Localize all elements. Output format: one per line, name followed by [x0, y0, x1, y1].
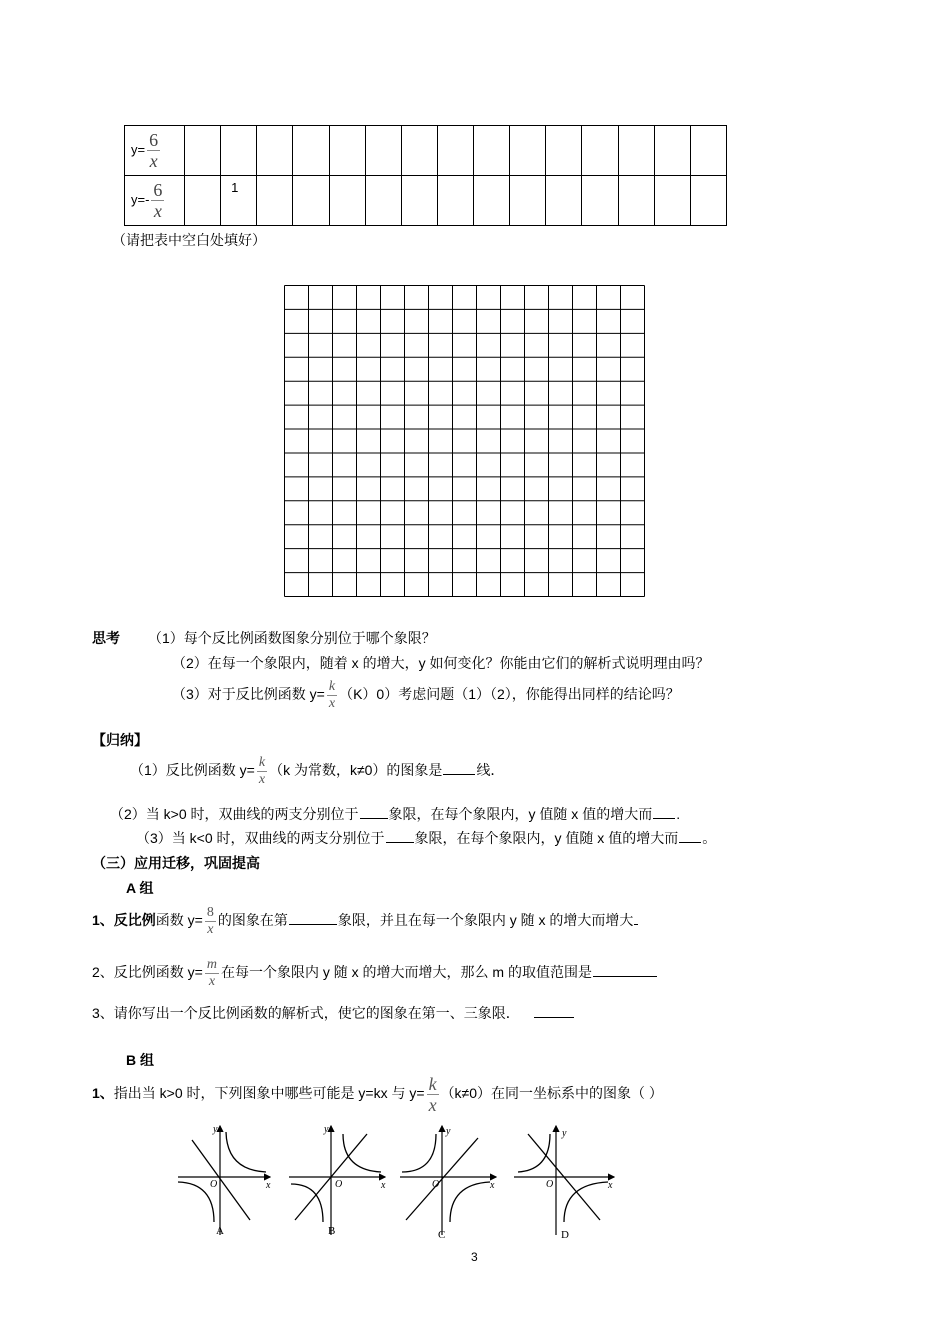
- row-label-y-neg-6-over-x: y=- $\frac{6}{x}$: [125, 176, 185, 226]
- table-cell[interactable]: [582, 126, 618, 176]
- table-cell[interactable]: [474, 126, 510, 176]
- y-axis-label: y: [446, 1126, 451, 1137]
- think-question-3: （3）对于反比例函数 y= $\frac{k}{x}$ （K）0）考虑问题（1）（2），你能得出同样的结论吗？: [172, 679, 680, 711]
- x-axis-label: x: [381, 1180, 386, 1191]
- y-axis-label: y: [324, 1124, 329, 1135]
- answer-blank[interactable]: [386, 841, 414, 843]
- table-cell[interactable]: [185, 176, 221, 226]
- origin-label: O: [432, 1179, 440, 1190]
- table-cell[interactable]: [546, 176, 582, 226]
- page-number: 3: [471, 1250, 478, 1264]
- y-axis-label: y: [213, 1124, 218, 1135]
- table-cell[interactable]: [401, 126, 437, 176]
- answer-blank[interactable]: [360, 817, 388, 819]
- table-cell[interactable]: [401, 176, 437, 226]
- graph-option-d[interactable]: [514, 1126, 614, 1241]
- table-cell[interactable]: [618, 126, 654, 176]
- answer-blank[interactable]: [443, 773, 475, 775]
- table-cell[interactable]: [690, 126, 726, 176]
- x-axis-label: x: [608, 1180, 613, 1191]
- table-cell[interactable]: [582, 176, 618, 226]
- origin-label: O: [210, 1179, 218, 1190]
- think-question-1: （1）每个反比例函数图象分别位于哪个象限？: [148, 630, 436, 646]
- table-row: [125, 176, 727, 226]
- graph-option-c[interactable]: [400, 1126, 496, 1241]
- table-cell[interactable]: [654, 176, 690, 226]
- graph-option-b[interactable]: [289, 1124, 386, 1237]
- y-axis-label: y: [562, 1128, 567, 1139]
- table-cell[interactable]: [185, 126, 221, 176]
- summary-heading: 【归纳】: [92, 732, 148, 748]
- table-cell[interactable]: [510, 126, 546, 176]
- table-cell[interactable]: [474, 176, 510, 226]
- option-label: B: [328, 1225, 336, 1237]
- option-label: D: [561, 1229, 569, 1241]
- x-axis-label: x: [490, 1180, 495, 1191]
- think-label: 思考: [92, 630, 120, 646]
- question-b1: 1、指出当 k>0 时，下列图象中哪些可能是 y=kx 与 y= $\frac{k}{x}$ （k≠0）在同一坐标系中的图象（ ）: [92, 1074, 663, 1115]
- option-label: A: [216, 1225, 224, 1237]
- table-cell[interactable]: [329, 176, 365, 226]
- question-a3: 3、请你写出一个反比例函数的解析式，使它的图象在第一、三象限．: [92, 1003, 575, 1023]
- answer-blank[interactable]: [679, 841, 701, 843]
- question-a2: 2、反比例函数 y= $\frac{m}{x}$ 在每一个象限内 y 随 x 的增大而增大，那么 m 的取值范围是: [92, 958, 658, 989]
- think-question-2: （2）在每一个象限内，随着 x 的增大，y 如何变化？你能由它们的解析式说明理由吗？: [172, 655, 710, 671]
- answer-blank[interactable]: [289, 923, 337, 925]
- table-cell[interactable]: [618, 176, 654, 226]
- option-label: C: [438, 1229, 446, 1241]
- answer-blank[interactable]: [534, 1016, 574, 1018]
- table-note: （请把表中空白处填好）: [112, 232, 266, 248]
- row-label-y-6-over-x: y= $\frac{6}{x}$: [125, 126, 185, 176]
- question-a1: 1、反比例函数 y= $\frac{8}{x}$ 的图象在第 象限，并且在每一个象限内 y 随 x 的增大而增大: [92, 906, 639, 937]
- answer-blank[interactable]: [653, 817, 675, 819]
- table-cell[interactable]: [690, 176, 726, 226]
- table-cell[interactable]: [329, 126, 365, 176]
- summary-item-1: （1）反比例函数 y= $\frac{k}{x}$ （k 为常数，k≠0）的图象是 线．: [130, 755, 505, 787]
- group-a-label: A 组: [126, 880, 154, 896]
- graph-option-a[interactable]: [178, 1124, 271, 1237]
- table-cell[interactable]: [365, 176, 401, 226]
- table-cell[interactable]: [654, 126, 690, 176]
- graph-options: [170, 1120, 630, 1245]
- table-row: [125, 126, 727, 176]
- table-cell[interactable]: [365, 126, 401, 176]
- summary-item-3: （3）当 k<0 时，双曲线的两支分别位于 象限，在每个象限内，y 值随 x 值的增大而 。: [136, 830, 717, 846]
- table-cell[interactable]: [437, 126, 473, 176]
- table-cell[interactable]: 1: [221, 176, 257, 226]
- origin-label: O: [335, 1179, 343, 1190]
- table-cell[interactable]: [437, 176, 473, 226]
- value-table: [124, 125, 727, 226]
- origin-label: O: [546, 1179, 554, 1190]
- x-axis-label: x: [266, 1180, 271, 1191]
- section-3-heading: （三）应用迁移，巩固提高: [92, 855, 260, 871]
- table-cell[interactable]: [257, 126, 293, 176]
- table-cell[interactable]: [293, 176, 329, 226]
- group-b-label: B 组: [126, 1052, 154, 1068]
- table-cell[interactable]: [546, 126, 582, 176]
- table-cell[interactable]: [293, 126, 329, 176]
- table-cell[interactable]: [510, 176, 546, 226]
- answer-blank[interactable]: [593, 975, 657, 977]
- plotting-grid[interactable]: [284, 285, 645, 597]
- table-cell[interactable]: [257, 176, 293, 226]
- summary-item-2: （2）当 k>0 时，双曲线的两支分别位于 象限，在每个象限内，y 值随 x 值的增大而 .: [110, 806, 681, 822]
- table-cell[interactable]: [221, 126, 257, 176]
